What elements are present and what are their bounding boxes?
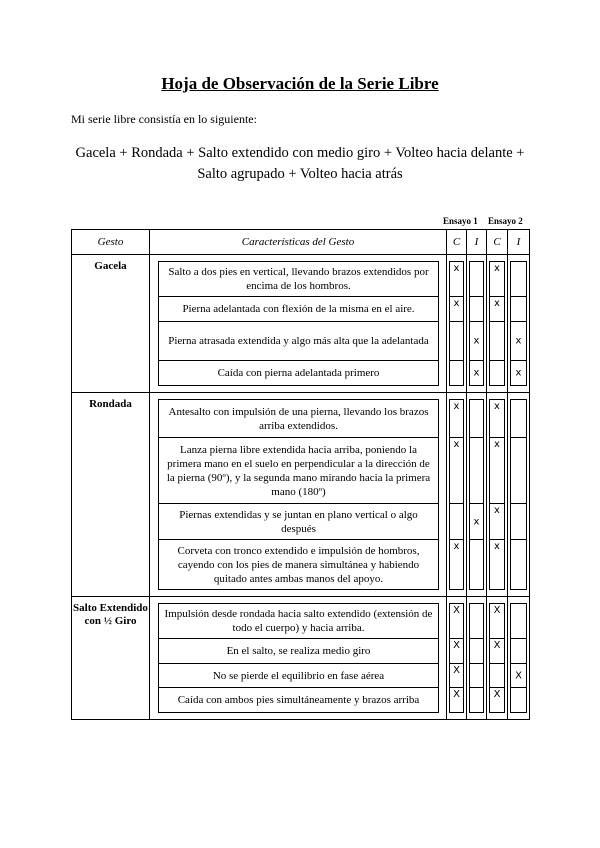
mark-column-e1i bbox=[467, 597, 487, 720]
criterion-text: Pierna atrasada extendida y algo más alta que la adelantada bbox=[158, 322, 439, 361]
mark-value: X bbox=[493, 689, 501, 700]
mark-value: x bbox=[453, 298, 460, 309]
header-e1-c: C bbox=[447, 230, 467, 255]
mark-box bbox=[469, 361, 484, 386]
mark-box bbox=[469, 664, 484, 688]
mark-box bbox=[469, 399, 484, 438]
criterion-text: No se pierde el equilibrio en fase aérea bbox=[158, 664, 439, 688]
criterion-text: Salto a dos pies en vertical, llevando brazos extendidos por encima de los hombros. bbox=[158, 261, 439, 297]
series-line-1: Gacela + Rondada + Salto extendido con medio giro + Volteo hacia delante + bbox=[75, 145, 525, 161]
table-row bbox=[72, 255, 530, 393]
observation-table bbox=[71, 229, 530, 720]
mark-box bbox=[449, 688, 464, 713]
mark-box bbox=[449, 399, 464, 438]
mark-box bbox=[489, 322, 505, 361]
mark-box bbox=[469, 261, 484, 297]
mark-box bbox=[510, 540, 527, 590]
mark-box bbox=[469, 504, 484, 540]
criterion-text: Piernas extendidas y se juntan en plano vertical o algo después bbox=[158, 504, 439, 540]
mark-box bbox=[489, 540, 505, 590]
mark-column-e1i bbox=[467, 393, 487, 597]
mark-box bbox=[510, 639, 527, 664]
criteria-cell bbox=[150, 255, 447, 393]
mark-value: x bbox=[494, 401, 500, 412]
mark-box bbox=[510, 361, 527, 386]
mark-value: X bbox=[453, 640, 460, 651]
mark-box bbox=[449, 438, 464, 504]
mark-box bbox=[510, 504, 527, 540]
mark-value: X bbox=[453, 665, 460, 676]
mark-box bbox=[510, 438, 527, 504]
criterion-text: Caída con pierna adelantada primero bbox=[158, 361, 439, 386]
mark-column-e1i bbox=[467, 255, 487, 393]
mark-box bbox=[489, 399, 505, 438]
series-line-2: Salto agrupado + Volteo hacia atrás bbox=[197, 166, 403, 182]
mark-box bbox=[449, 504, 464, 540]
mark-box bbox=[489, 297, 505, 322]
mark-box bbox=[510, 297, 527, 322]
intro-text: Mi serie libre consistía en lo siguiente: bbox=[71, 112, 257, 126]
mark-box bbox=[449, 639, 464, 664]
mark-box bbox=[489, 688, 505, 713]
mark-column-e1c bbox=[447, 393, 467, 597]
mark-column-e2c bbox=[487, 255, 508, 393]
mark-box bbox=[449, 664, 464, 688]
mark-value: x bbox=[473, 335, 480, 347]
ensayo-1-label: Ensayo 1 bbox=[443, 216, 478, 226]
gesto-name: Salto Extendido con ½ Giro bbox=[72, 597, 150, 720]
ensayo-2-label: Ensayo 2 bbox=[488, 216, 523, 226]
criterion-text: Impulsión desde rondada hacia salto extendido (extensión de todo el cuerpo) y hacia arriba. bbox=[158, 603, 439, 639]
table-header-row bbox=[72, 230, 530, 255]
mark-value: X bbox=[453, 689, 460, 700]
mark-box bbox=[469, 639, 484, 664]
mark-box bbox=[469, 297, 484, 322]
mark-box bbox=[489, 261, 505, 297]
mark-box bbox=[489, 664, 505, 688]
mark-column-e2c bbox=[487, 393, 508, 597]
mark-box bbox=[469, 688, 484, 713]
mark-box bbox=[469, 540, 484, 590]
criterion-text: Pierna adelantada con flexión de la misma en el aire. bbox=[158, 297, 439, 322]
mark-value: X bbox=[493, 605, 501, 616]
table-row bbox=[72, 393, 530, 597]
mark-value: X bbox=[515, 670, 522, 681]
mark-value: x bbox=[453, 439, 460, 450]
mark-value: x bbox=[515, 335, 522, 347]
mark-box bbox=[469, 322, 484, 361]
mark-box bbox=[489, 639, 505, 664]
table-row bbox=[72, 597, 530, 720]
mark-box bbox=[510, 603, 527, 639]
mark-box bbox=[449, 322, 464, 361]
mark-value: x bbox=[494, 298, 500, 309]
criterion-text: Antesalto con impulsión de una pierna, llevando los brazos arriba extendidos. bbox=[158, 399, 439, 438]
header-gesto: Gesto bbox=[72, 230, 150, 255]
criterion-text: En el salto, se realiza medio giro bbox=[158, 639, 439, 664]
mark-value: x bbox=[494, 263, 500, 274]
page-title: Hoja de Observación de la Serie Libre bbox=[161, 74, 439, 93]
mark-value: x bbox=[473, 367, 480, 379]
mark-box bbox=[449, 261, 464, 297]
mark-box bbox=[489, 438, 505, 504]
mark-box bbox=[469, 603, 484, 639]
criterion-text: Corveta con tronco extendido e impulsión de hombros, cayendo con los pies de manera simultánea y habiendo quitado antes ambas manos del apoyo. bbox=[158, 540, 439, 590]
criterion-text: Lanza pierna libre extendida hacia arriba, poniendo la primera mano en el suelo en perpendicular a la dirección de la pierna (90º), y la segunda mano mirando hacia la primera mano (180º) bbox=[158, 438, 439, 504]
mark-value: x bbox=[494, 439, 500, 450]
mark-value: x bbox=[515, 367, 522, 379]
mark-box bbox=[449, 297, 464, 322]
mark-box bbox=[510, 322, 527, 361]
mark-column-e2i bbox=[508, 393, 530, 597]
gesto-name: Rondada bbox=[72, 393, 150, 597]
series-description bbox=[60, 143, 540, 185]
mark-value: X bbox=[493, 640, 501, 651]
header-e2-c: C bbox=[487, 230, 508, 255]
mark-box bbox=[449, 361, 464, 386]
mark-value: x bbox=[473, 516, 480, 527]
mark-box bbox=[510, 261, 527, 297]
mark-value: x bbox=[453, 263, 460, 274]
mark-value: x bbox=[494, 541, 500, 552]
criteria-cell bbox=[150, 597, 447, 720]
mark-column-e2i bbox=[508, 255, 530, 393]
gesto-name: Gacela bbox=[72, 255, 150, 393]
header-e1-i: I bbox=[467, 230, 487, 255]
mark-value: x bbox=[453, 401, 460, 412]
mark-column-e1c bbox=[447, 597, 467, 720]
mark-column-e2c bbox=[487, 597, 508, 720]
mark-value: X bbox=[453, 605, 460, 616]
mark-box bbox=[489, 361, 505, 386]
mark-box bbox=[449, 540, 464, 590]
mark-box bbox=[510, 399, 527, 438]
mark-box bbox=[449, 603, 464, 639]
criterion-text: Caída con ambos pies simultáneamente y brazos arriba bbox=[158, 688, 439, 713]
mark-value: x bbox=[494, 505, 500, 516]
header-e2-i: I bbox=[508, 230, 530, 255]
mark-box bbox=[489, 504, 505, 540]
mark-box bbox=[469, 438, 484, 504]
mark-column-e2i bbox=[508, 597, 530, 720]
mark-box bbox=[510, 688, 527, 713]
mark-value: x bbox=[453, 541, 460, 552]
header-caracteristicas: Características del Gesto bbox=[150, 230, 447, 255]
mark-column-e1c bbox=[447, 255, 467, 393]
mark-box bbox=[489, 603, 505, 639]
criteria-cell bbox=[150, 393, 447, 597]
mark-box bbox=[510, 664, 527, 688]
